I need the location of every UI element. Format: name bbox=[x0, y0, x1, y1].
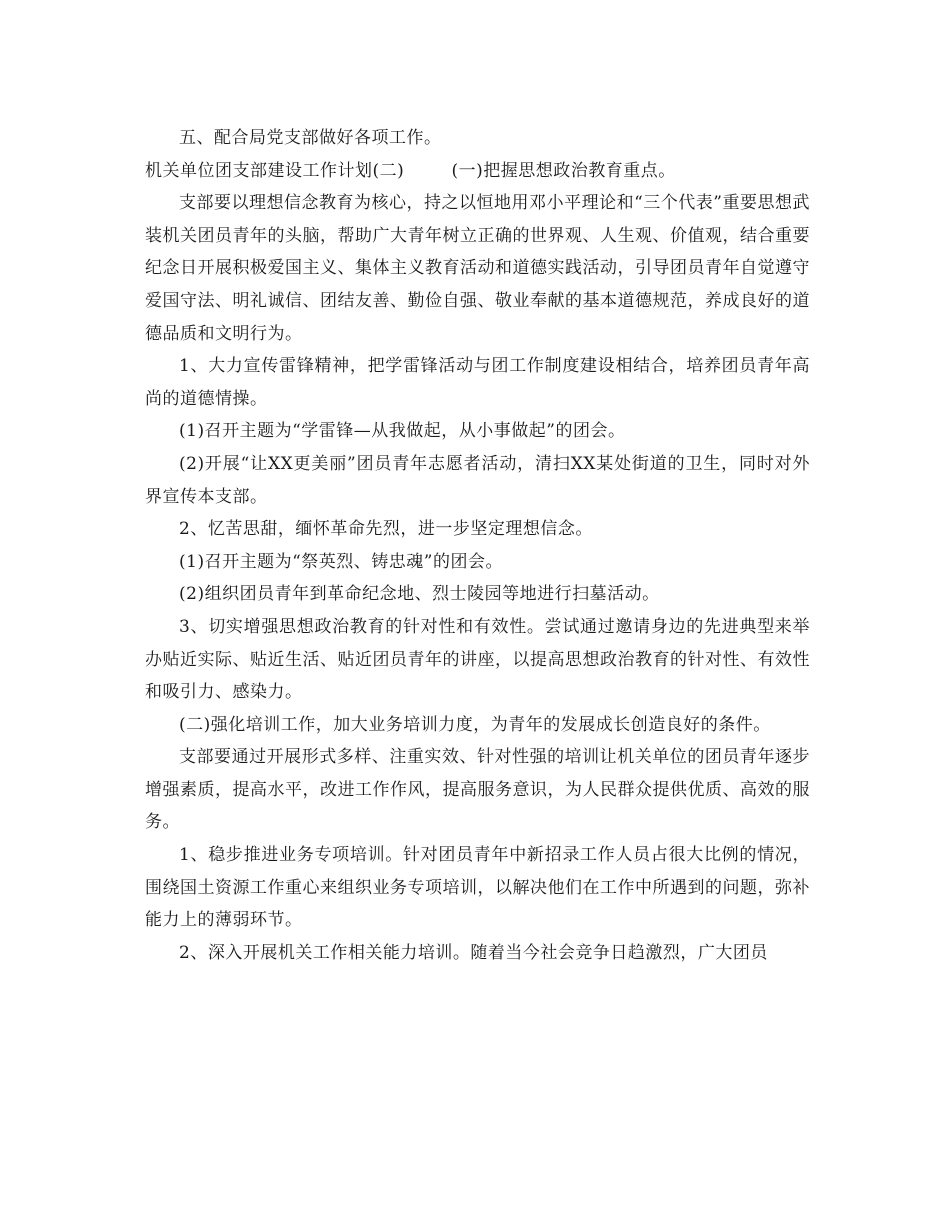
paragraph-leifeng-spirit: 1、大力宣传雷锋精神，把学雷锋活动与团工作制度建设相结合，培养团员青年高尚的道德情操。 bbox=[145, 356, 810, 409]
section-title-line: 机关单位团支部建设工作计划(二) (一)把握思想政治教育重点。 bbox=[145, 160, 676, 181]
paragraph-core-education: 支部要以理想信念教育为核心，持之以恒地用邓小平理论和“三个代表”重要思想武装机关团员青年的头脑，帮助广大青年树立正确的世界观、人生观、价值观，结合重要纪念日开展积极爱国主义、集体主义教育活动和道德实践活动，引导团员青年自觉遵守爱国守法、明礼诚信、团结友善、勤俭自强、敬业奉献的基本道德规范，养成良好的道德品质和文明行为。 bbox=[145, 193, 810, 344]
paragraph-special-training: 1、稳步推进业务专项培训。针对团员青年中新招录工作人员占很大比例的情况，围绕国土资源工作重心来组织业务专项培训，以解决他们在工作中所遇到的问题，弥补能力上的薄弱环节。 bbox=[145, 845, 810, 931]
paragraph-education-effectiveness: 3、切实增强思想政治教育的针对性和有效性。尝试通过邀请身边的先进典型来举办贴近实际、贴近生活、贴近团员青年的讲座，以提高思想政治教育的针对性、有效性和吸引力、感染力。 bbox=[145, 616, 810, 703]
paragraph-tomb-sweeping: (2)组织团员青年到革命纪念地、烈士陵园等地进行扫墓活动。 bbox=[179, 584, 660, 605]
paragraph-martyrs-meeting: (1)召开主题为“祭英烈、铸忠魂”的团会。 bbox=[179, 551, 503, 572]
paragraph-leifeng-meeting: (1)召开主题为“学雷锋—从我做起，从小事做起”的团会。 bbox=[179, 421, 626, 442]
document-body bbox=[145, 122, 810, 969]
paragraph-remember-martyrs: 2、忆苦思甜，缅怀革命先烈，进一步坚定理想信念。 bbox=[179, 519, 593, 540]
paragraph-item-5: 五、配合局党支部做好各项工作。 bbox=[179, 128, 442, 148]
paragraph-training-heading: (二)强化培训工作，加大业务培训力度，为青年的发展成长创造良好的条件。 bbox=[179, 714, 771, 735]
paragraph-ability-training: 2、深入开展机关工作相关能力培训。随着当今社会竞争日趋激烈，广大团员 bbox=[179, 942, 768, 963]
paragraph-training-goals: 支部要通过开展形式多样、注重实效、针对性强的培训让机关单位的团员青年逐步增强素质，提高水平，改进工作作风，提高服务意识，为人民群众提供优质、高效的服务。 bbox=[145, 747, 810, 833]
paragraph-volunteer-activity: (2)开展“让XX更美丽”团员青年志愿者活动，清扫XX某处街道的卫生，同时对外界宣传本支部。 bbox=[145, 453, 810, 507]
